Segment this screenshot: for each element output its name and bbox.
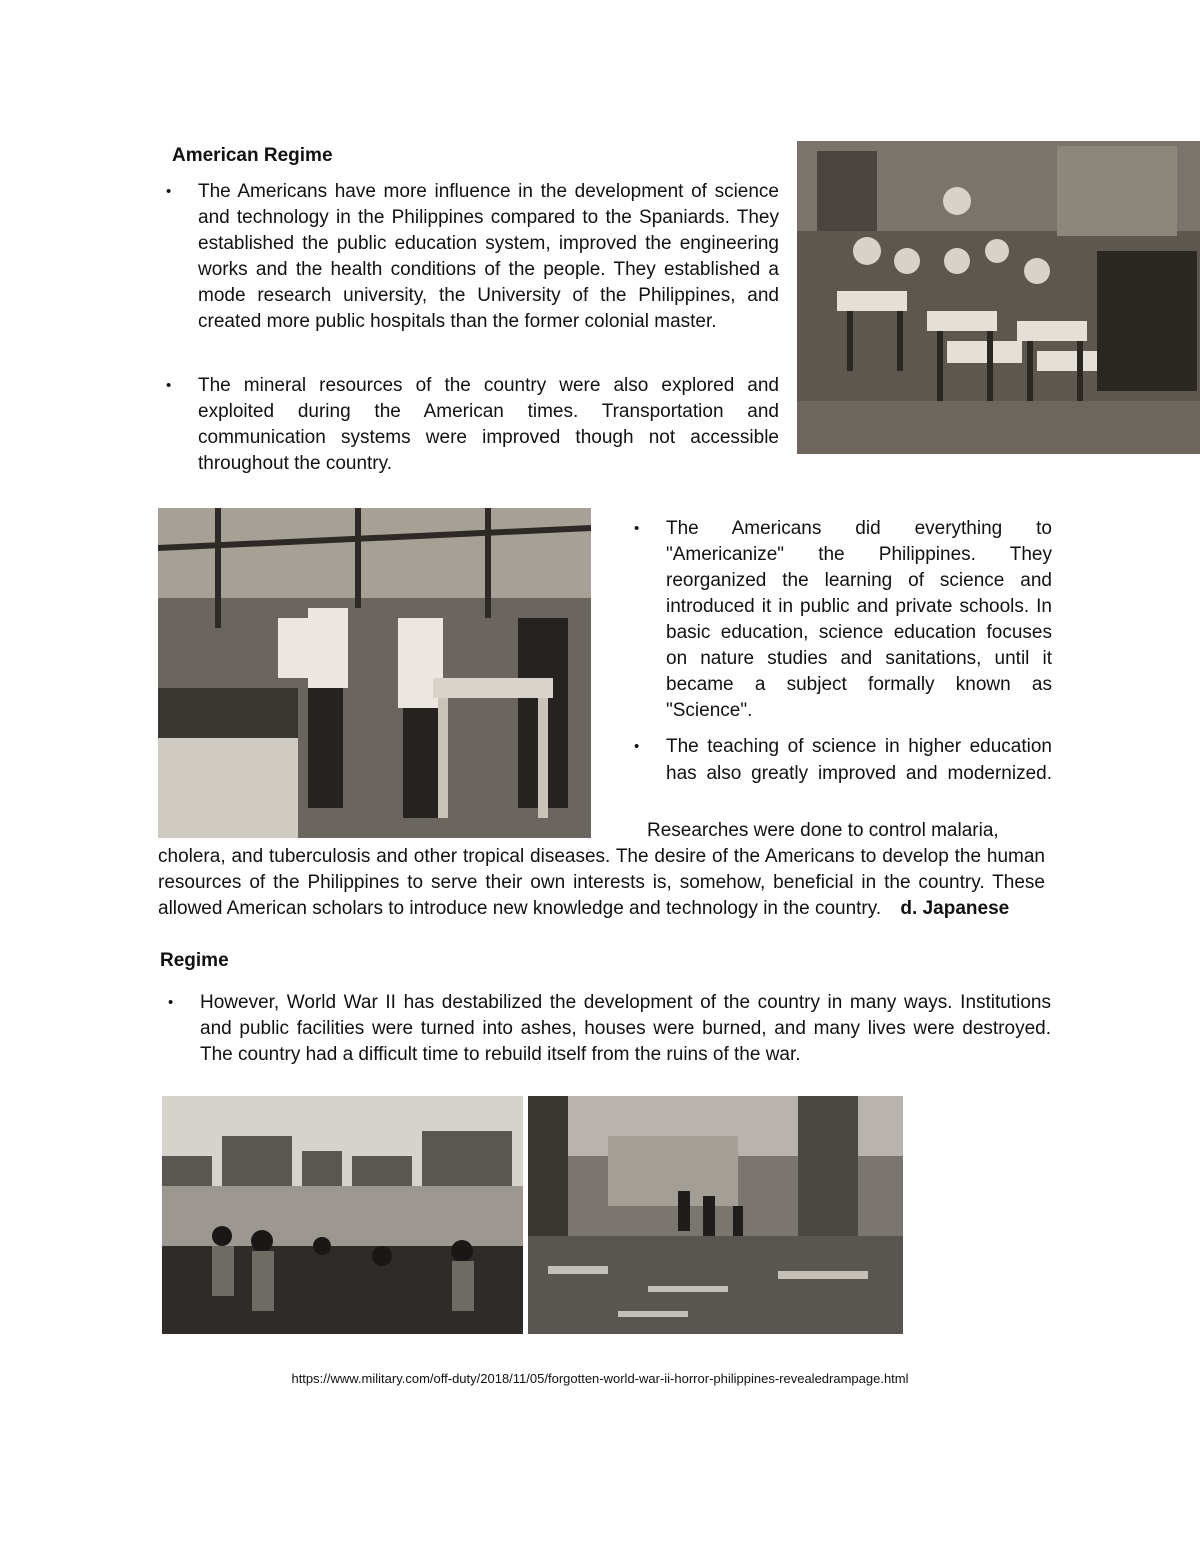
continuation-paragraph bbox=[158, 844, 1045, 922]
japanese-heading-part2: Regime bbox=[160, 950, 229, 971]
classroom-photo bbox=[797, 141, 1200, 454]
continuation-text: cholera, and tuberculosis and other tropical diseases. The desire of the Americans to develop the human resources of the Philippines to serve their own interests is, somehow, beneficial in the country. These allowed American scholars to introduce new knowledge and technology in the country. bbox=[158, 846, 1045, 919]
continuation-first-line: Researches were done to control malaria, bbox=[647, 820, 999, 841]
bullet-text: The teaching of science in higher education has also greatly improved and modernized. bbox=[666, 736, 1052, 784]
bullet-marker: • bbox=[166, 183, 172, 200]
bullet-text: However, World War II has destabilized the development of the country in many ways. Institutions and public facilities were turned into ashes, houses were burned, and many lives were destroyed. The country had a difficult time to rebuild itself from the ruins of the war. bbox=[200, 992, 1051, 1065]
bullet-marker: • bbox=[634, 738, 640, 755]
bullet-marker: • bbox=[634, 520, 640, 537]
war-river-photo bbox=[162, 1096, 523, 1334]
bullet-mineral-resources bbox=[166, 373, 779, 477]
bullet-higher-education bbox=[634, 733, 1052, 787]
section-heading-american-regime: American Regime bbox=[172, 145, 333, 166]
japanese-heading-part1: d. Japanese bbox=[900, 898, 1010, 919]
bullet-american-influence bbox=[166, 179, 779, 335]
bullet-text: The mineral resources of the country were also explored and exploited during the American times. Transportation and communication systems were improved though not accessible throughout the country. bbox=[198, 375, 779, 474]
bullet-marker: • bbox=[168, 994, 174, 1011]
war-ruins-photo bbox=[528, 1096, 903, 1334]
source-url: https://www.military.com/off-duty/2018/11/05/forgotten-world-war-ii-horror-philippines-revealedrampage.html bbox=[291, 1371, 909, 1386]
bullet-world-war-ii bbox=[168, 990, 1051, 1068]
workshop-photo bbox=[158, 508, 591, 838]
bullet-americanize bbox=[634, 516, 1052, 724]
bullet-text: The Americans did everything to "Americanize" the Philippines. They reorganized the learning of science and introduced it in public and private schools. In basic education, science education focuses on nature studies and sanitations, until it became a subject formally known as "Science". bbox=[666, 518, 1052, 721]
bullet-marker: • bbox=[166, 377, 172, 394]
bullet-text: The Americans have more influence in the development of science and technology in the Philippines compared to the Spaniards. They established the public education system, improved the engineering works and the health conditions of the people. They established a mode research university, the University of the Philippines, and created more public hospitals than the former colonial master. bbox=[198, 181, 779, 332]
